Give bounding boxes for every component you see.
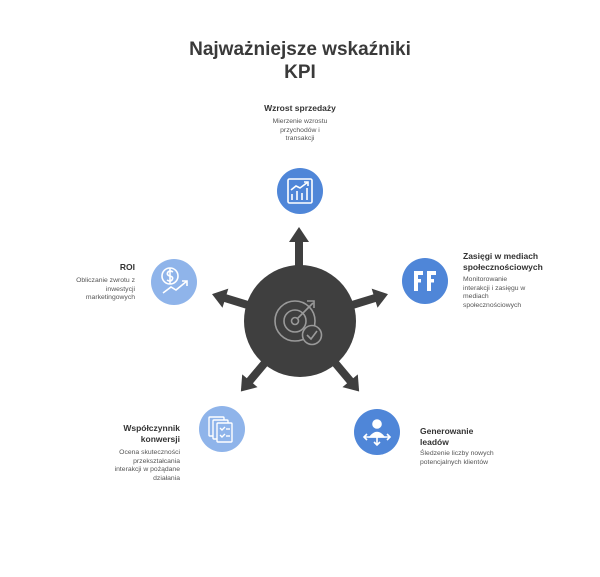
- label-growth: Wzrost sprzedaży: [264, 103, 336, 113]
- desc-social-line: mediach: [463, 293, 489, 301]
- desc-roi-line: marketingowych: [85, 294, 135, 302]
- node-growth: [277, 168, 323, 214]
- label-conversion-line: konwersji: [140, 433, 180, 444]
- label-leads: [420, 426, 540, 447]
- desc-conversion-line: Ocena skuteczności: [119, 449, 180, 456]
- desc-roi-line: inwestycji: [105, 285, 135, 293]
- node-conversion: [199, 406, 245, 452]
- desc-conversion-line: działania: [153, 474, 180, 482]
- desc-leads: [420, 450, 550, 467]
- desc-roi: [40, 277, 135, 303]
- node-roi: [151, 259, 197, 305]
- desc-social-line: społecznościowych: [463, 301, 522, 309]
- desc-social: [463, 276, 583, 310]
- label-roi: ROI: [119, 262, 135, 272]
- desc-leads-line: potencjalnych klientów: [420, 458, 489, 466]
- label-social: [463, 251, 583, 272]
- desc-growth-line: przychodów i: [280, 126, 320, 134]
- title-line-2: KPI: [284, 62, 316, 83]
- label-social-line: społecznościowych: [463, 261, 543, 272]
- desc-conversion-line: interakcji w pożądane: [114, 466, 180, 474]
- label-social-line: Zasięgi w mediach: [463, 251, 539, 261]
- central-hub: [244, 265, 356, 377]
- desc-growth-line: Mierzenie wzrostu: [272, 118, 328, 125]
- title-line-1: Najważniejsze wskaźniki: [189, 39, 411, 60]
- label-leads-line: leadów: [420, 436, 449, 447]
- node-social: [402, 258, 448, 304]
- desc-roi-line: Obliczanie zwrotu z: [76, 277, 135, 284]
- conversion-documents-icon: [209, 417, 232, 442]
- desc-conversion-line: przekształcania: [133, 457, 180, 465]
- desc-growth-line: transakcji: [285, 135, 315, 143]
- desc-growth: [240, 118, 360, 144]
- node-leads: [354, 409, 400, 455]
- label-conversion: [60, 423, 180, 444]
- desc-leads-line: Śledzenie liczby nowych: [420, 450, 494, 457]
- label-leads-line: Generowanie: [420, 426, 474, 436]
- label-conversion-line: Współczynnik: [123, 423, 180, 433]
- desc-social-line: Monitorowanie: [463, 276, 508, 283]
- desc-conversion: [60, 449, 180, 483]
- desc-social-line: interakcji i zasięgu w: [463, 284, 526, 292]
